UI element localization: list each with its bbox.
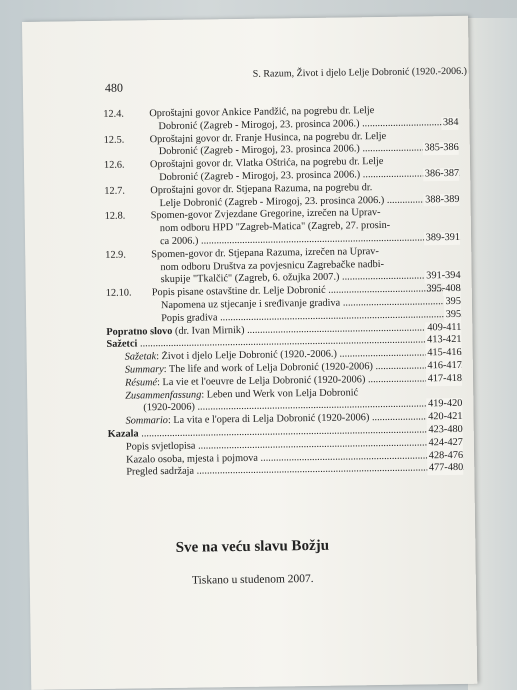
- toc-subitem: Napomena uz stjecanje i sređivanje gradiva 395 .....: [106, 296, 461, 314]
- toc-summary-hr: Sažetak: Život i djelo Lelje Dobronić (1920.-2006.) 415-416 .....: [107, 347, 462, 365]
- toc-entry-12-7: 12.7. Oproštajni govor dr. Stjepana Razuma, na pogrebu dr. Lelje Dobronić (Zagreb - Mirogoj, 23. prosinca 2006.) 388-389 .....: [104, 181, 459, 212]
- toc-entry-12-9: 12.9. Spomen-govor dr. Stjepana Razuma, izrečen na Uprav- nom odboru Društva za povjesnicu Zagrebačke nadbi- skupije "Tkalčić" (Zagreb, 6. ožujka 2007.) 391-394 .....: [105, 245, 461, 288]
- toc-kazala-item: Kazalo osoba, mjesta i pojmova 428-476 .....: [108, 449, 463, 467]
- table-of-contents: [103, 104, 463, 480]
- toc-summary-de: Zusammenfassung: Leben und Werk von Lelja Dobronić (1920-2006) 419-420 .....: [107, 385, 462, 416]
- toc-entry-12-6: 12.6. Oproštajni govor dr. Vlatka Oštrića, na pogrebu dr. Lelje Dobronić (Zagreb - Mirogoj, 23. prosinca 2006.) 386-387 .....: [104, 155, 459, 186]
- toc-entry-12-8: 12.8. Spomen-govor Zvjezdane Gregorine, izrečen na Uprav- nom odboru HPD "Zagreb-Matica" (Zagreb, 27. prosin- ca 2006.) 389-391 .....: [105, 206, 461, 249]
- closing-title: Sve na veću slavu Božju: [175, 537, 330, 556]
- toc-kazala-item: Popis svjetlopisa 424-427 .....: [108, 437, 463, 455]
- print-note: Tiskano u studenom 2007.: [191, 572, 314, 587]
- book-page: [22, 16, 477, 690]
- page-number: 480: [104, 80, 124, 95]
- toc-section-kazala: Kazala 423-480 .....: [108, 424, 463, 442]
- toc-entry-12-5: 12.5. Oproštajni govor dr. Franje Husinca, na pogrebu dr. Lelje Dobronić (Zagreb - Mirogoj, 23. prosinca 2006.) 385-386 .....: [104, 130, 459, 161]
- toc-summary-fr: Résumé: La vie et l'oeuvre de Lelja Dobronić (1920-2006) 417-418 .....: [107, 373, 462, 391]
- toc-subitem: Popis gradiva 395 .....: [106, 309, 461, 327]
- running-head: S. Razum, Život i djelo Lelje Dobronić (1920.-2006.): [252, 65, 467, 80]
- toc-kazala-item: Pregled sadržaja 477-480 .....: [108, 462, 463, 480]
- toc-summary-it: Sommario: La vita e l'opera di Lelja Dobronić (1920-2006) 420-421 .....: [108, 411, 463, 429]
- toc-entry-12-4: 12.4. Oproštajni govor Ankice Pandžić, na pogrebu dr. Lelje Dobronić (Zagreb - Mirogoj, 23. prosinca 2006.) 384 .....: [103, 104, 458, 135]
- toc-section-sazetci: Sažetci 413-421 .....: [106, 334, 461, 352]
- toc-summary-en: Summary: The life and work of Lelja Dobronić (1920-2006) 416-417 .....: [107, 360, 462, 378]
- toc-section-popratno: Popratno slovo (dr. Ivan Mirnik) 409-411 .....: [106, 321, 461, 339]
- toc-entry-12-10: 12.10. Popis pisane ostavštine dr. Lelje Dobronić 395-408 .....: [106, 283, 461, 301]
